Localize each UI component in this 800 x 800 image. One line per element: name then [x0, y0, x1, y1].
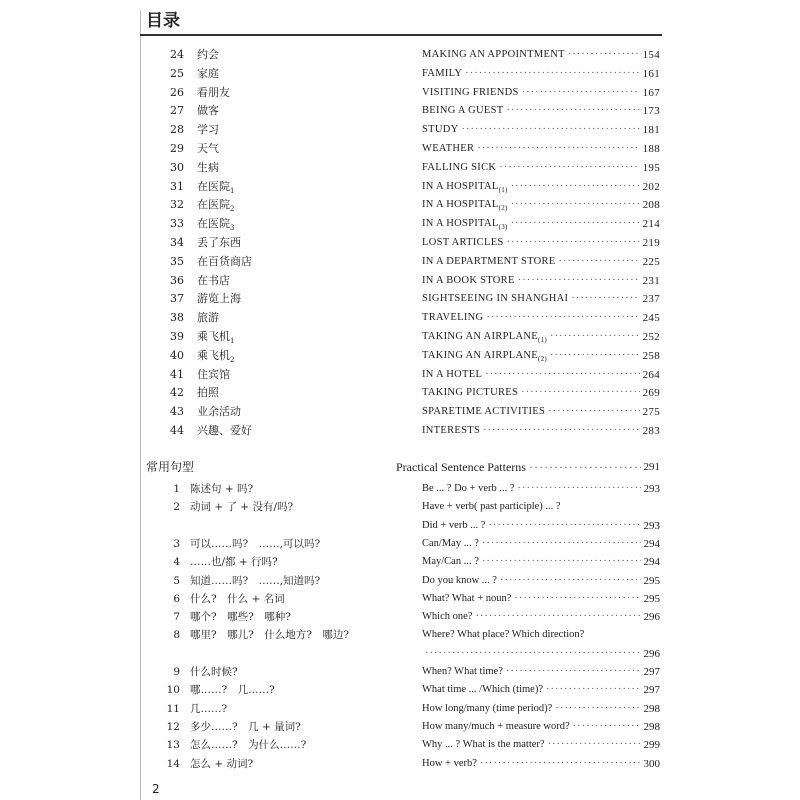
pattern-en: [422, 663, 660, 681]
pattern-en-text: What time ... /Which (time)?: [422, 684, 543, 696]
title-en-label: IN A HOSPITAL: [422, 218, 499, 230]
pattern-zh: 怎么 + 动词?: [190, 757, 254, 770]
title-zh-text: 在书店: [197, 273, 230, 287]
title-en-text: [422, 253, 556, 271]
title-en-label: LOST ARTICLES: [422, 237, 504, 248]
lesson-title-en: [422, 290, 660, 308]
lesson-number: 36: [170, 273, 184, 287]
lesson-number: 35: [170, 254, 184, 268]
pattern-entry[interactable]: [140, 645, 660, 663]
title-en-text: [422, 403, 545, 421]
title-zh-text: 住宾馆: [197, 367, 230, 381]
page-ref: 300: [643, 757, 660, 770]
lesson-title-zh: [197, 422, 252, 440]
subscript: (2): [537, 354, 548, 363]
title-en-label: IN A DEPARTMENT STORE: [422, 255, 556, 267]
pattern-en: [422, 718, 660, 736]
pattern-zh: 什么? 什么 + 名词: [190, 592, 285, 605]
title-zh-text: 业余活动: [197, 405, 241, 419]
title-zh-text: 在医院: [197, 217, 230, 231]
pattern-en: [422, 590, 660, 608]
pattern-zh: 哪个? 哪些? 哪种?: [190, 611, 291, 624]
page-ref: 275: [642, 406, 660, 419]
title-en-label: IN A BOOK STORE: [422, 274, 515, 286]
header-rule: [140, 34, 662, 36]
lesson-number: 30: [170, 160, 184, 174]
lesson-entry[interactable]: [140, 422, 660, 440]
lesson-entry[interactable]: [140, 46, 660, 64]
lesson-title-zh: [197, 309, 219, 327]
title-en-text: [422, 309, 483, 327]
page-ref: 188: [642, 143, 660, 155]
title-en-text: [422, 102, 504, 120]
title-zh-text: 生病: [197, 160, 219, 174]
title-en-text: [422, 384, 518, 402]
pattern-number: 4: [173, 556, 180, 569]
lesson-title-zh: [197, 272, 230, 290]
lesson-entry[interactable]: [140, 366, 660, 384]
lesson-title-en: [422, 102, 660, 120]
leader-dots: [507, 102, 640, 120]
lesson-title-zh: [197, 102, 219, 120]
lesson-entry[interactable]: [140, 347, 660, 365]
leader-dots: [475, 608, 640, 626]
title-en-label: TAKING AN AIRPLANE: [422, 349, 538, 361]
leader-dots: [506, 663, 641, 681]
subscript: 3: [230, 224, 235, 233]
title-en-text: [422, 366, 482, 384]
page-ref: 264: [642, 368, 660, 381]
page-ref: 219: [642, 237, 660, 249]
pattern-entry[interactable]: [140, 590, 660, 608]
pattern-zh: 什么时候?: [190, 666, 238, 678]
page-ref: 295: [643, 592, 660, 605]
pattern-en: [422, 626, 660, 644]
page-ref: 252: [642, 331, 660, 343]
page-ref: 167: [642, 86, 660, 99]
pattern-en-text: When? What time?: [422, 666, 503, 677]
pattern-en: [422, 480, 660, 498]
page-ref: 231: [642, 274, 660, 287]
lesson-title-zh: [197, 290, 241, 308]
pattern-number: 6: [173, 592, 180, 605]
pattern-number: 7: [173, 611, 180, 624]
leader-dots: [571, 290, 639, 308]
title-en-text: [422, 159, 496, 177]
lesson-entry[interactable]: [140, 403, 660, 421]
leader-dots: [425, 645, 641, 663]
page-ref: 269: [642, 387, 660, 400]
lesson-entry[interactable]: [140, 196, 660, 214]
subscript: 2: [230, 205, 235, 214]
lesson-entry[interactable]: [140, 309, 660, 327]
leader-dots: [568, 46, 640, 64]
page-ref: 214: [642, 218, 660, 231]
leader-dots: [482, 553, 641, 571]
lesson-entry[interactable]: [140, 234, 660, 252]
lesson-number: 43: [170, 405, 184, 419]
pattern-en-text: What? What + noun?: [422, 592, 512, 604]
pattern-number: 12: [166, 720, 180, 733]
pattern-zh: 多少……? 几 + 量词?: [190, 720, 301, 733]
leader-dots: [573, 718, 641, 736]
page-ref: 293: [643, 483, 660, 495]
pattern-entry[interactable]: [140, 663, 660, 681]
page-ref: 296: [643, 647, 660, 660]
title-en-label: VISITING FRIENDS: [422, 86, 519, 98]
title-en-label: FAMILY: [422, 67, 463, 79]
lesson-title-en: [422, 140, 660, 158]
pattern-entry[interactable]: [140, 681, 660, 699]
pattern-en-text: Be ... ? Do + verb ... ?: [422, 483, 515, 494]
title-en-text: [422, 234, 504, 252]
page-ref: 298: [643, 720, 660, 733]
pattern-en-text: Did + verb ... ?: [422, 519, 486, 531]
leader-dots: [480, 755, 641, 773]
lesson-title-zh: [197, 234, 241, 252]
section-title-en-wrap: [396, 458, 660, 476]
lesson-title-zh: [197, 140, 219, 158]
lesson-entry[interactable]: [140, 272, 660, 290]
lesson-title-zh: [197, 84, 230, 102]
pattern-en: [422, 736, 660, 754]
pattern-en: [422, 608, 660, 626]
title-zh-text: 在医院: [197, 179, 230, 193]
patterns-section-heading[interactable]: [140, 458, 660, 478]
pattern-zh: 陈述句 + 吗?: [190, 483, 254, 495]
lesson-title-zh: [197, 121, 219, 139]
pattern-number: 14: [166, 757, 180, 770]
pattern-en-text: Do you know ... ?: [422, 574, 497, 586]
title-zh-text: 兴趣、爱好: [197, 424, 252, 437]
pattern-en: [422, 553, 660, 571]
lesson-entry[interactable]: [140, 159, 660, 177]
subscript: (3): [498, 223, 508, 232]
page-ref: 208: [642, 199, 660, 212]
pattern-number: 5: [173, 574, 180, 587]
lesson-title-en: [422, 253, 660, 271]
lesson-entry[interactable]: [140, 384, 660, 402]
pattern-en-text: Which one?: [422, 611, 473, 623]
lesson-title-en: [422, 366, 660, 384]
pattern-zh: 知道……吗? ……,知道吗?: [190, 574, 321, 587]
lesson-number: 26: [170, 85, 184, 99]
pattern-en-text: Where? What place? Which direction?: [422, 629, 585, 641]
leader-dots: [521, 384, 639, 402]
pattern-entry[interactable]: [140, 700, 660, 718]
lesson-number: 37: [170, 292, 184, 306]
pattern-entry[interactable]: [140, 755, 660, 773]
lesson-entry[interactable]: [140, 140, 660, 158]
lesson-title-zh: [197, 403, 241, 421]
lesson-entry[interactable]: [140, 84, 660, 102]
title-en-text: [422, 422, 480, 440]
title-en-label: SIGHTSEEING IN SHANGHAI: [422, 293, 569, 305]
title-zh-text: 拍照: [197, 386, 219, 400]
pattern-number: 11: [166, 702, 180, 715]
title-zh-text: 旅游: [197, 311, 219, 325]
section-title-zh: 常用句型: [146, 460, 195, 474]
lesson-entry[interactable]: [140, 65, 660, 83]
pattern-entry[interactable]: [140, 736, 660, 754]
pattern-number: 2: [173, 501, 180, 514]
lesson-title-en: [422, 121, 660, 139]
title-en-text: [422, 46, 565, 64]
lesson-title-en: [422, 272, 660, 290]
lesson-number: 42: [170, 386, 184, 400]
page-number: 2: [152, 782, 160, 796]
title-en-label: SPARETIME ACTIVITIES: [422, 406, 546, 418]
lesson-title-en: [422, 234, 660, 252]
title-en-label: TAKING PICTURES: [422, 387, 519, 399]
pattern-en: [422, 681, 660, 699]
page-ref: 202: [642, 180, 660, 193]
title-en-text: [422, 140, 474, 158]
title-en-label: MAKING AN APPOINTMENT: [422, 49, 565, 60]
leader-dots: [500, 572, 641, 590]
leader-dots: [462, 121, 640, 139]
page-ref: 161: [642, 67, 660, 80]
lesson-title-en: [422, 84, 660, 102]
lesson-number: 29: [170, 142, 184, 155]
subscript: 1: [230, 337, 235, 346]
page-ref: 297: [643, 684, 660, 697]
lesson-entry[interactable]: [140, 102, 660, 120]
title-zh-text: 学习: [197, 123, 219, 137]
subscript: (2): [498, 204, 508, 213]
leader-dots: [518, 272, 640, 290]
title-zh-text: 乘飞机: [197, 348, 230, 362]
lesson-entry[interactable]: [140, 215, 660, 233]
section-page: 291: [643, 461, 660, 473]
pattern-en: [422, 517, 660, 535]
leader-dots: [482, 535, 641, 553]
pattern-zh: ……也/都 + 行吗?: [190, 556, 278, 569]
title-zh-text: 在医院: [197, 198, 230, 212]
leader-dots: [488, 517, 640, 535]
page-title: 目录: [146, 11, 180, 31]
pattern-entry[interactable]: [140, 498, 660, 516]
lesson-title-en: [422, 403, 660, 421]
title-zh-text: 丢了东西: [197, 236, 241, 249]
pattern-entry[interactable]: [140, 608, 660, 626]
page-ref: 225: [642, 255, 660, 268]
pattern-en: [422, 572, 660, 590]
page-ref: 173: [642, 105, 660, 118]
lesson-number: 40: [170, 348, 184, 362]
lesson-number: 24: [170, 48, 184, 61]
title-en-label: WEATHER: [422, 143, 475, 154]
pattern-entry[interactable]: [140, 553, 660, 571]
pattern-en-text: How + verb?: [422, 757, 477, 769]
title-zh-text: 天气: [197, 142, 219, 155]
subscript: (1): [498, 185, 508, 194]
page-ref: 297: [643, 666, 660, 678]
title-zh-text: 约会: [197, 48, 219, 61]
leader-dots: [507, 234, 640, 252]
pattern-number: 8: [173, 629, 180, 642]
leader-dots: [485, 366, 639, 384]
lesson-number: 41: [170, 367, 184, 381]
title-en-text: [422, 84, 519, 102]
page-ref: 294: [643, 556, 660, 569]
title-zh-text: 乘飞机: [197, 330, 230, 343]
lesson-number: 25: [170, 66, 184, 80]
lesson-number: 27: [170, 104, 184, 118]
lesson-number: 32: [170, 198, 184, 212]
pattern-zh: 哪里? 哪儿? 什么地方? 哪边?: [190, 629, 350, 642]
section-title-en: Practical Sentence Patterns: [396, 460, 526, 474]
title-zh-text: 看朋友: [197, 85, 230, 99]
leader-dots: [555, 700, 640, 718]
pattern-en-text: Why ... ? What is the matter?: [422, 739, 545, 751]
leader-dots: [548, 736, 641, 754]
title-en-label: BEING A GUEST: [422, 105, 504, 117]
lesson-number: 34: [170, 236, 184, 249]
lesson-entry[interactable]: [140, 178, 660, 196]
leader-dots: [499, 159, 639, 177]
leader-dots: [514, 590, 640, 608]
pattern-zh: 可以……吗? ……,可以吗?: [190, 537, 321, 550]
page-ref: 283: [642, 425, 660, 437]
title-en-text: [422, 272, 515, 290]
lesson-title-zh: [197, 253, 252, 271]
title-zh-text: 做客: [197, 104, 219, 118]
pattern-entry[interactable]: [140, 517, 660, 535]
pattern-en: [422, 755, 660, 773]
title-en-text: [422, 65, 462, 83]
leader-dots: [548, 403, 639, 421]
lesson-entry[interactable]: [140, 328, 660, 346]
subscript: (1): [537, 336, 548, 345]
pattern-entry[interactable]: [140, 535, 660, 553]
pattern-zh: 几……?: [190, 702, 228, 715]
lesson-entry[interactable]: [140, 121, 660, 139]
pattern-en-text: How many/much + measure word?: [422, 720, 570, 732]
page-ref: 195: [642, 161, 660, 174]
pattern-number: 9: [173, 666, 180, 678]
page-ref: 154: [642, 49, 660, 61]
page-ref: 245: [642, 312, 660, 325]
lesson-title-en: [422, 422, 660, 440]
pattern-en-text: Can/May ... ?: [422, 537, 479, 549]
lesson-title-zh: [197, 366, 230, 384]
page-ref: 298: [643, 702, 660, 715]
page-ref: 295: [643, 574, 660, 587]
page-ref: 293: [643, 519, 660, 532]
pattern-en: [422, 700, 660, 718]
title-en-text: [422, 290, 568, 308]
lesson-title-en: [422, 65, 660, 83]
lesson-entry[interactable]: [140, 253, 660, 271]
lesson-entry[interactable]: [140, 290, 660, 308]
leader-dots: [483, 422, 639, 440]
lesson-title-en: [422, 384, 660, 402]
pattern-entry[interactable]: [140, 626, 660, 644]
pattern-en-text: Have + verb( past participle) ... ?: [422, 501, 561, 513]
subscript: 1: [230, 186, 235, 195]
lesson-title-en: [422, 159, 660, 177]
lesson-title-en: [422, 46, 660, 64]
lesson-title-zh: [197, 384, 219, 402]
lesson-number: 39: [170, 330, 184, 343]
pattern-entry[interactable]: [140, 480, 660, 498]
pattern-en-text: How long/many (time period)?: [422, 702, 553, 714]
pattern-zh: 动词 + 了 + 没有/吗?: [190, 501, 294, 514]
pattern-zh: 怎么……? 为什么……?: [190, 739, 307, 752]
lesson-title-zh: [197, 65, 219, 83]
lesson-number: 31: [170, 179, 184, 193]
pattern-zh: 哪……? 几……?: [190, 684, 275, 697]
lesson-title-zh: [197, 46, 219, 64]
page-ref: 296: [643, 611, 660, 624]
page-ref: 237: [642, 293, 660, 306]
pattern-en: [422, 645, 660, 663]
subscript: 2: [230, 355, 235, 364]
pattern-en-text: May/Can ... ?: [422, 556, 479, 568]
page-ref: 258: [642, 349, 660, 362]
lesson-title-en: [422, 309, 660, 327]
leader-dots: [522, 84, 640, 102]
page-ref: 294: [643, 537, 660, 550]
leader-dots: [529, 458, 641, 476]
pattern-en: [422, 535, 660, 553]
pattern-number: 10: [166, 684, 180, 697]
lesson-number: 38: [170, 311, 184, 325]
leader-dots: [465, 65, 639, 83]
title-en-text: [422, 121, 459, 139]
title-en-label: FALLING SICK: [422, 161, 497, 173]
title-en-label: IN A HOSPITAL: [422, 180, 499, 192]
lesson-number: 28: [170, 123, 184, 137]
leader-dots: [546, 681, 641, 699]
pattern-entry[interactable]: [140, 718, 660, 736]
page-ref: 299: [643, 739, 660, 752]
title-en-label: TAKING AN AIRPLANE: [422, 331, 538, 342]
pattern-en: [422, 498, 660, 516]
pattern-number: 13: [166, 739, 180, 752]
leader-dots: [477, 140, 639, 158]
title-en-label: IN A HOTEL: [422, 368, 483, 380]
pattern-number: 3: [173, 537, 180, 550]
title-en-label: IN A HOSPITAL: [422, 199, 499, 211]
page-ref: 181: [642, 124, 660, 137]
leader-dots: [486, 309, 639, 327]
lesson-number: 33: [170, 217, 184, 231]
title-zh-text: 游览上海: [197, 292, 241, 306]
pattern-number: 1: [173, 483, 180, 495]
title-en-label: INTERESTS: [422, 425, 481, 436]
title-zh-text: 家庭: [197, 66, 219, 80]
leader-dots: [559, 253, 640, 271]
title-en-label: STUDY: [422, 124, 459, 136]
title-zh-text: 在百货商店: [197, 254, 252, 268]
title-en-label: TRAVELING: [422, 312, 484, 324]
leader-dots: [518, 480, 641, 498]
lesson-number: 44: [170, 424, 184, 437]
lesson-title-zh: [197, 159, 219, 177]
pattern-entry[interactable]: [140, 572, 660, 590]
